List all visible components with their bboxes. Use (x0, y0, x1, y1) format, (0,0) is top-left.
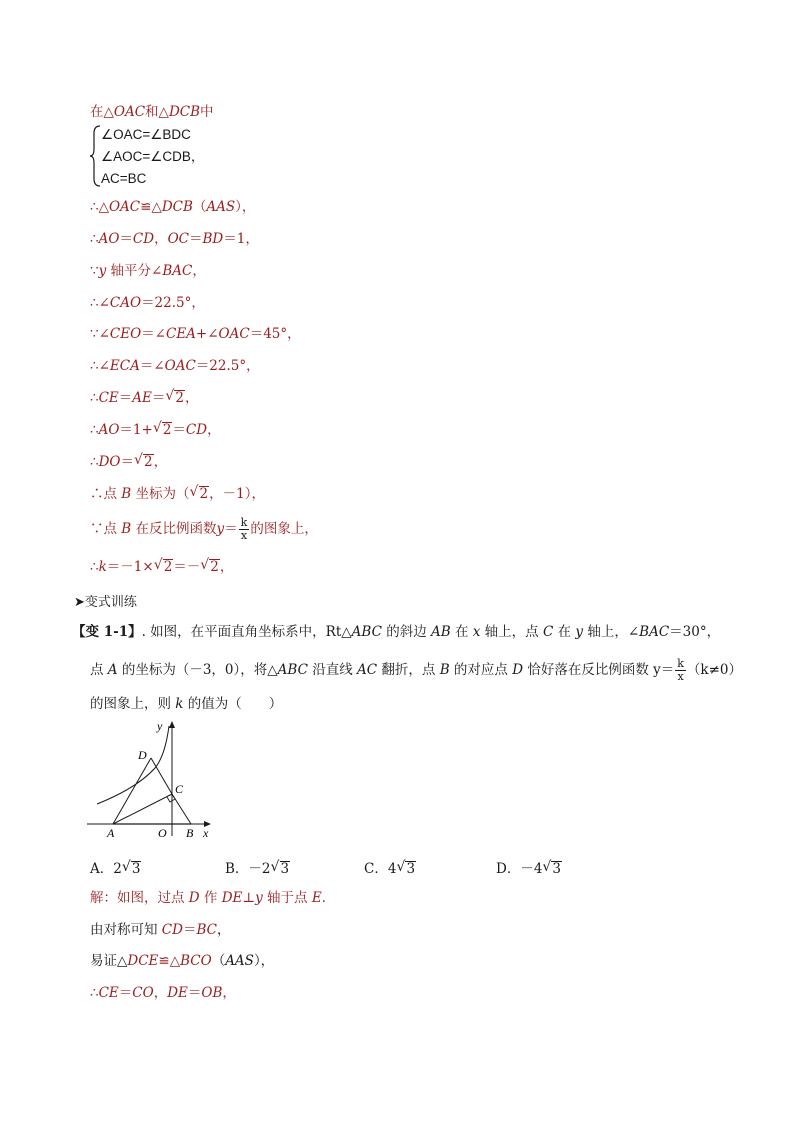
line-ao-value: ∴AO＝1+√ 2＝CD， (90, 421, 221, 439)
label-d: D (138, 748, 147, 762)
fraction-k-over-x: $\frac{k}{x}$ (240, 516, 248, 542)
right-angle-marker (167, 794, 175, 802)
problem-line-3: 的图象上，则 k 的值为（ ） (90, 696, 283, 712)
problem-line-2: 点 A 的坐标为（－3，0），将△ABC 沿直线 AC 翻折，点 B 的对应点 D 恰好落在反比例函数 y＝ $\frac{k}{x}$ （k≠0） (90, 657, 743, 683)
label-a: A (107, 826, 115, 840)
segment-dc (151, 758, 172, 794)
label-c: C (175, 782, 184, 796)
system-row-2: ∠AOC=∠CDB， (101, 149, 205, 164)
sqrt-symbol: √ 2 (135, 453, 154, 471)
solution-line-4: ∴CE＝CO，DE＝OB， (90, 985, 236, 1001)
line-cao: ∴∠CAO＝22.5°， (90, 295, 205, 311)
line-congruent: ∴△OAC≌△DCB（AAS）， (90, 199, 256, 215)
option-d[interactable]: D．－4√ 3 (496, 857, 562, 877)
line-ce-ae: ∴CE＝AE＝√ 2， (90, 389, 198, 407)
system-row-1: ∠OAC=∠BDC (101, 127, 191, 142)
fraction-k-over-x: $\frac{k}{x}$ (677, 657, 684, 683)
problem-line-1: 【变 1-1】. 如图，在平面直角坐标系中，Rt△ABC 的斜边 AB 在 x 轴上，点 C 在 y 轴上，∠BAC＝30°， (72, 624, 721, 640)
solution-line-2: 由对称可知 CD＝BC， (90, 922, 231, 938)
geometry-figure (85, 718, 225, 840)
solution-line-3: 易证△DCE≌△BCO（AAS）， (90, 953, 275, 969)
sqrt-symbol: √ 2 (155, 558, 174, 576)
option-a[interactable]: A．2√ 3 (90, 857, 141, 877)
sqrt-symbol: √ 2 (201, 558, 220, 576)
hyperbola-curve (97, 726, 169, 804)
solution-line-1: 解：如图，过点 D 作 DE⊥y 轴于点 E． (90, 890, 336, 906)
line-b-on-graph: ∵点 B 在反比例函数y＝ $\frac{k}{x}$ 的图象上， (90, 516, 318, 542)
section-title: ➤变式训练 (74, 595, 137, 610)
sqrt-symbol: √ 2 (191, 485, 210, 503)
y-axis-arrow-icon (169, 721, 175, 728)
sqrt-symbol: √ 3 (397, 861, 416, 877)
line-point-b: ∴点 B 坐标为（√ 2，－1）， (90, 485, 265, 503)
label-b: B (186, 826, 194, 840)
sqrt-symbol: √ 3 (543, 861, 562, 877)
label-x: x (203, 826, 209, 840)
option-c[interactable]: C．4√ 3 (364, 857, 416, 877)
line-do: ∴DO＝√ 2， (90, 453, 167, 471)
sqrt-symbol: √ 2 (166, 389, 185, 407)
sqrt-symbol: √ 3 (123, 861, 142, 877)
sqrt-symbol: √ 2 (154, 421, 173, 439)
line-ceo: ∵∠CEO＝∠CEA+∠OAC＝45°， (90, 326, 301, 342)
line-y-bisects: ∵y 轴平分∠BAC， (90, 263, 206, 279)
line-k-value: ∴k＝－1×√ 2＝－√ 2， (90, 558, 233, 576)
system-row-3: AC=BC (101, 171, 147, 186)
label-o: O (158, 826, 167, 840)
option-b[interactable]: B．－2√ 3 (225, 857, 290, 877)
line-eca: ∴∠ECA＝∠OAC＝22.5°， (90, 358, 260, 374)
label-y: y (157, 719, 163, 733)
sqrt-symbol: √ 3 (272, 861, 291, 877)
line-ao-cd: ∴AO＝CD，OC＝BD＝1， (90, 231, 259, 247)
line-triangle-intro: 在△OAC和△DCB中 (90, 104, 214, 120)
